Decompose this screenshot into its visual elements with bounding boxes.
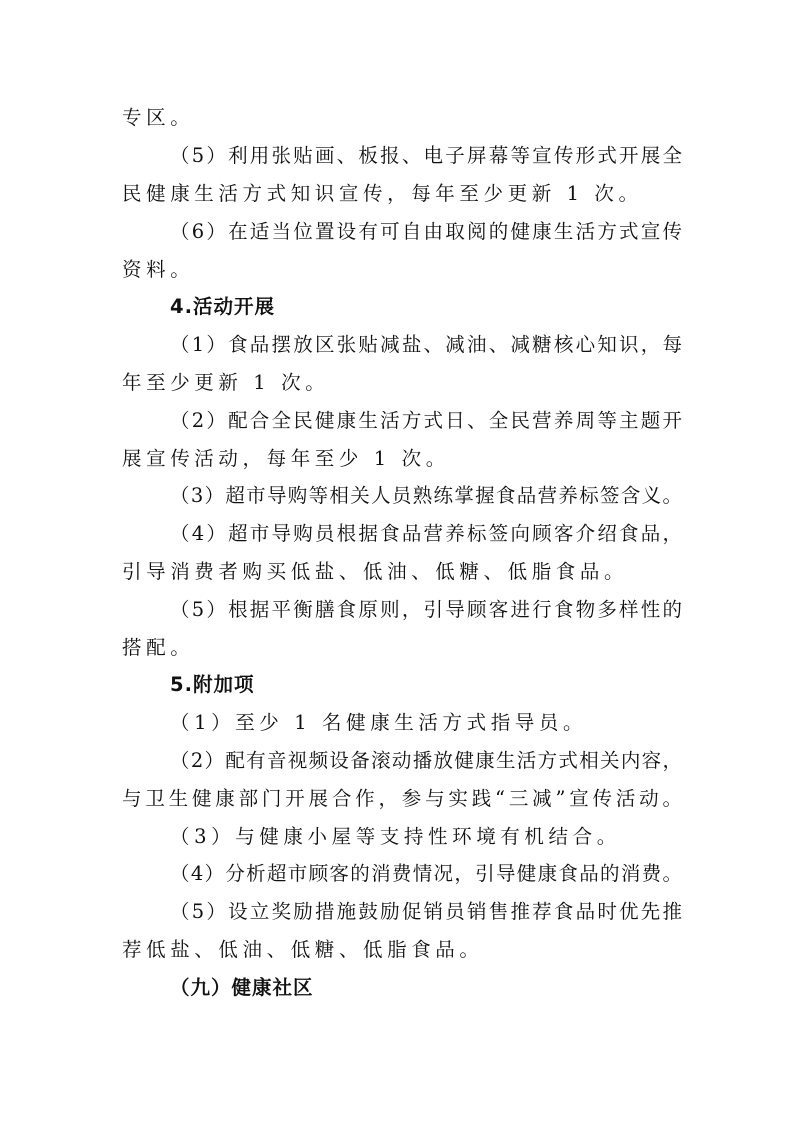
activity-item-3: （3）超市导购等相关人员熟练掌握食品营养标签含义。 (170, 484, 682, 507)
activity-item-2-line-1: （2）配合全民健康生活方式日、全民营养周等主题开 (170, 409, 682, 432)
additional-item-2-line-1: （2）配有音视频设备滚动播放健康生活方式相关内容， (170, 749, 682, 772)
activity-item-1-line-2: 年至少更新 1 次。 (122, 371, 330, 394)
section-heading-additional: 5.附加项 (170, 673, 255, 696)
section-heading-healthy-community: （九）健康社区 (170, 976, 314, 999)
additional-item-5-line-2: 荐低盐、低油、低糖、低脂食品。 (122, 938, 484, 961)
list-item-6-line-2: 资料。 (122, 258, 195, 281)
activity-item-2-line-2: 展宣传活动，每年至少 1 次。 (122, 447, 450, 470)
additional-item-3: （3）与健康小屋等支持性环境有机结合。 (170, 825, 621, 848)
activity-item-5-line-2: 搭配。 (122, 636, 195, 659)
section-heading-activities: 4.活动开展 (170, 295, 275, 318)
paragraph-continuation: 专区。 (122, 106, 195, 129)
activity-item-5-line-1: （5）根据平衡膳食原则，引导顾客进行食物多样性的 (170, 598, 682, 621)
activity-item-4-line-1: （4）超市导购员根据食品营养标签向顾客介绍食品， (170, 522, 682, 545)
list-item-5-line-2: 民健康生活方式知识宣传，每年至少更新 1 次。 (122, 182, 643, 205)
additional-item-1: （1）至少 1 名健康生活方式指导员。 (170, 711, 588, 734)
additional-item-4: （4）分析超市顾客的消费情况，引导健康食品的消费。 (170, 862, 682, 885)
additional-item-5-line-1: （5）设立奖励措施鼓励促销员销售推荐食品时优先推 (170, 900, 682, 923)
activity-item-4-line-2: 引导消费者购买低盐、低油、低糖、低脂食品。 (122, 560, 629, 583)
activity-item-1-line-1: （1）食品摆放区张贴减盐、减油、减糖核心知识，每 (170, 333, 682, 356)
additional-item-2-line-2: 与卫生健康部门开展合作，参与实践“三减”宣传活动。 (122, 787, 682, 810)
list-item-5-line-1: （5）利用张贴画、板报、电子屏幕等宣传形式开展全 (170, 144, 682, 167)
list-item-6-line-1: （6）在适当位置设有可自由取阅的健康生活方式宣传 (170, 220, 682, 243)
